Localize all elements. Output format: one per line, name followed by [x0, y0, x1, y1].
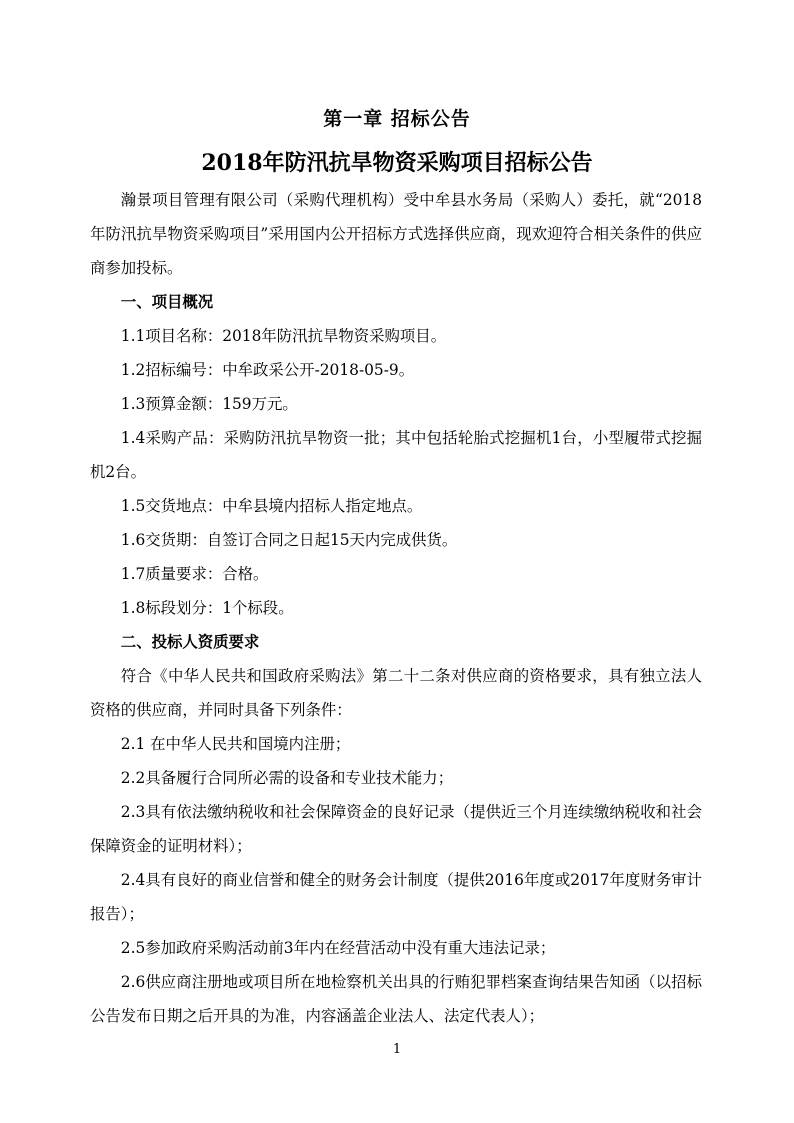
requirement-item: 2.3具有依法缴纳税收和社会保障资金的良好记录（提供近三个月连续缴纳税收和社会保障资金的证明材料）；	[90, 803, 702, 855]
requirement-item: 2.4具有良好的商业信誉和健全的财务会计制度（提供2016年度或2017年度财务审计报告）；	[90, 871, 702, 923]
requirement-item: 2.1 在中华人民共和国境内注册；	[120, 735, 351, 753]
products-item: 1.4采购产品：采购防汛抗旱物资一批；其中包括轮胎式挖掘机1台，小型履带式挖掘机2台。	[90, 429, 702, 481]
section-heading-project-overview: 一、项目概况	[120, 293, 214, 311]
delivery-period-item: 1.6交货期：自签订合同之日起15天内完成供货。	[120, 531, 458, 549]
requirement-item: 2.6供应商注册地或项目所在地检察机关出具的行贿犯罪档案查询结果告知函（以招标公告发布日期之后开具的为准，内容涵盖企业法人、法定代表人）；	[90, 973, 702, 1025]
intro-paragraph: 瀚景项目管理有限公司（采购代理机构）受中牟县水务局（采购人）委托，就“2018年防汛抗旱物资采购项目”采用国内公开招标方式选择供应商，现欢迎符合相关条件的供应商参加投标。	[90, 191, 702, 277]
chapter-title: 第一章 招标公告	[323, 108, 471, 130]
section-heading-qualification: 二、投标人资质要求	[120, 633, 260, 651]
document-body	[90, 183, 702, 1033]
tender-number-item: 1.2招标编号：中牟政采公开-2018-05-9。	[120, 361, 415, 379]
requirement-item: 2.2具备履行合同所必需的设备和专业技术能力；	[120, 769, 454, 787]
budget-item: 1.3预算金额：159万元。	[120, 395, 298, 413]
quality-item: 1.7质量要求：合格。	[120, 565, 269, 583]
project-name-item: 1.1项目名称：2018年防汛抗旱物资采购项目。	[120, 327, 447, 345]
delivery-location-item: 1.5交货地点：中牟县境内招标人指定地点。	[120, 497, 423, 515]
requirement-item: 2.5参加政府采购活动前3年内在经营活动中没有重大违法记录；	[120, 939, 556, 957]
page-number: 1	[392, 1042, 402, 1057]
lot-division-item: 1.8标段划分：1个标段。	[120, 599, 294, 617]
document-title: 2018年防汛抗旱物资采购项目招标公告	[201, 150, 593, 176]
qualification-intro-paragraph: 符合《中华人民共和国政府采购法》第二十二条对供应商的资格要求，具有独立法人资格的供应商，并同时具备下列条件：	[90, 667, 702, 719]
